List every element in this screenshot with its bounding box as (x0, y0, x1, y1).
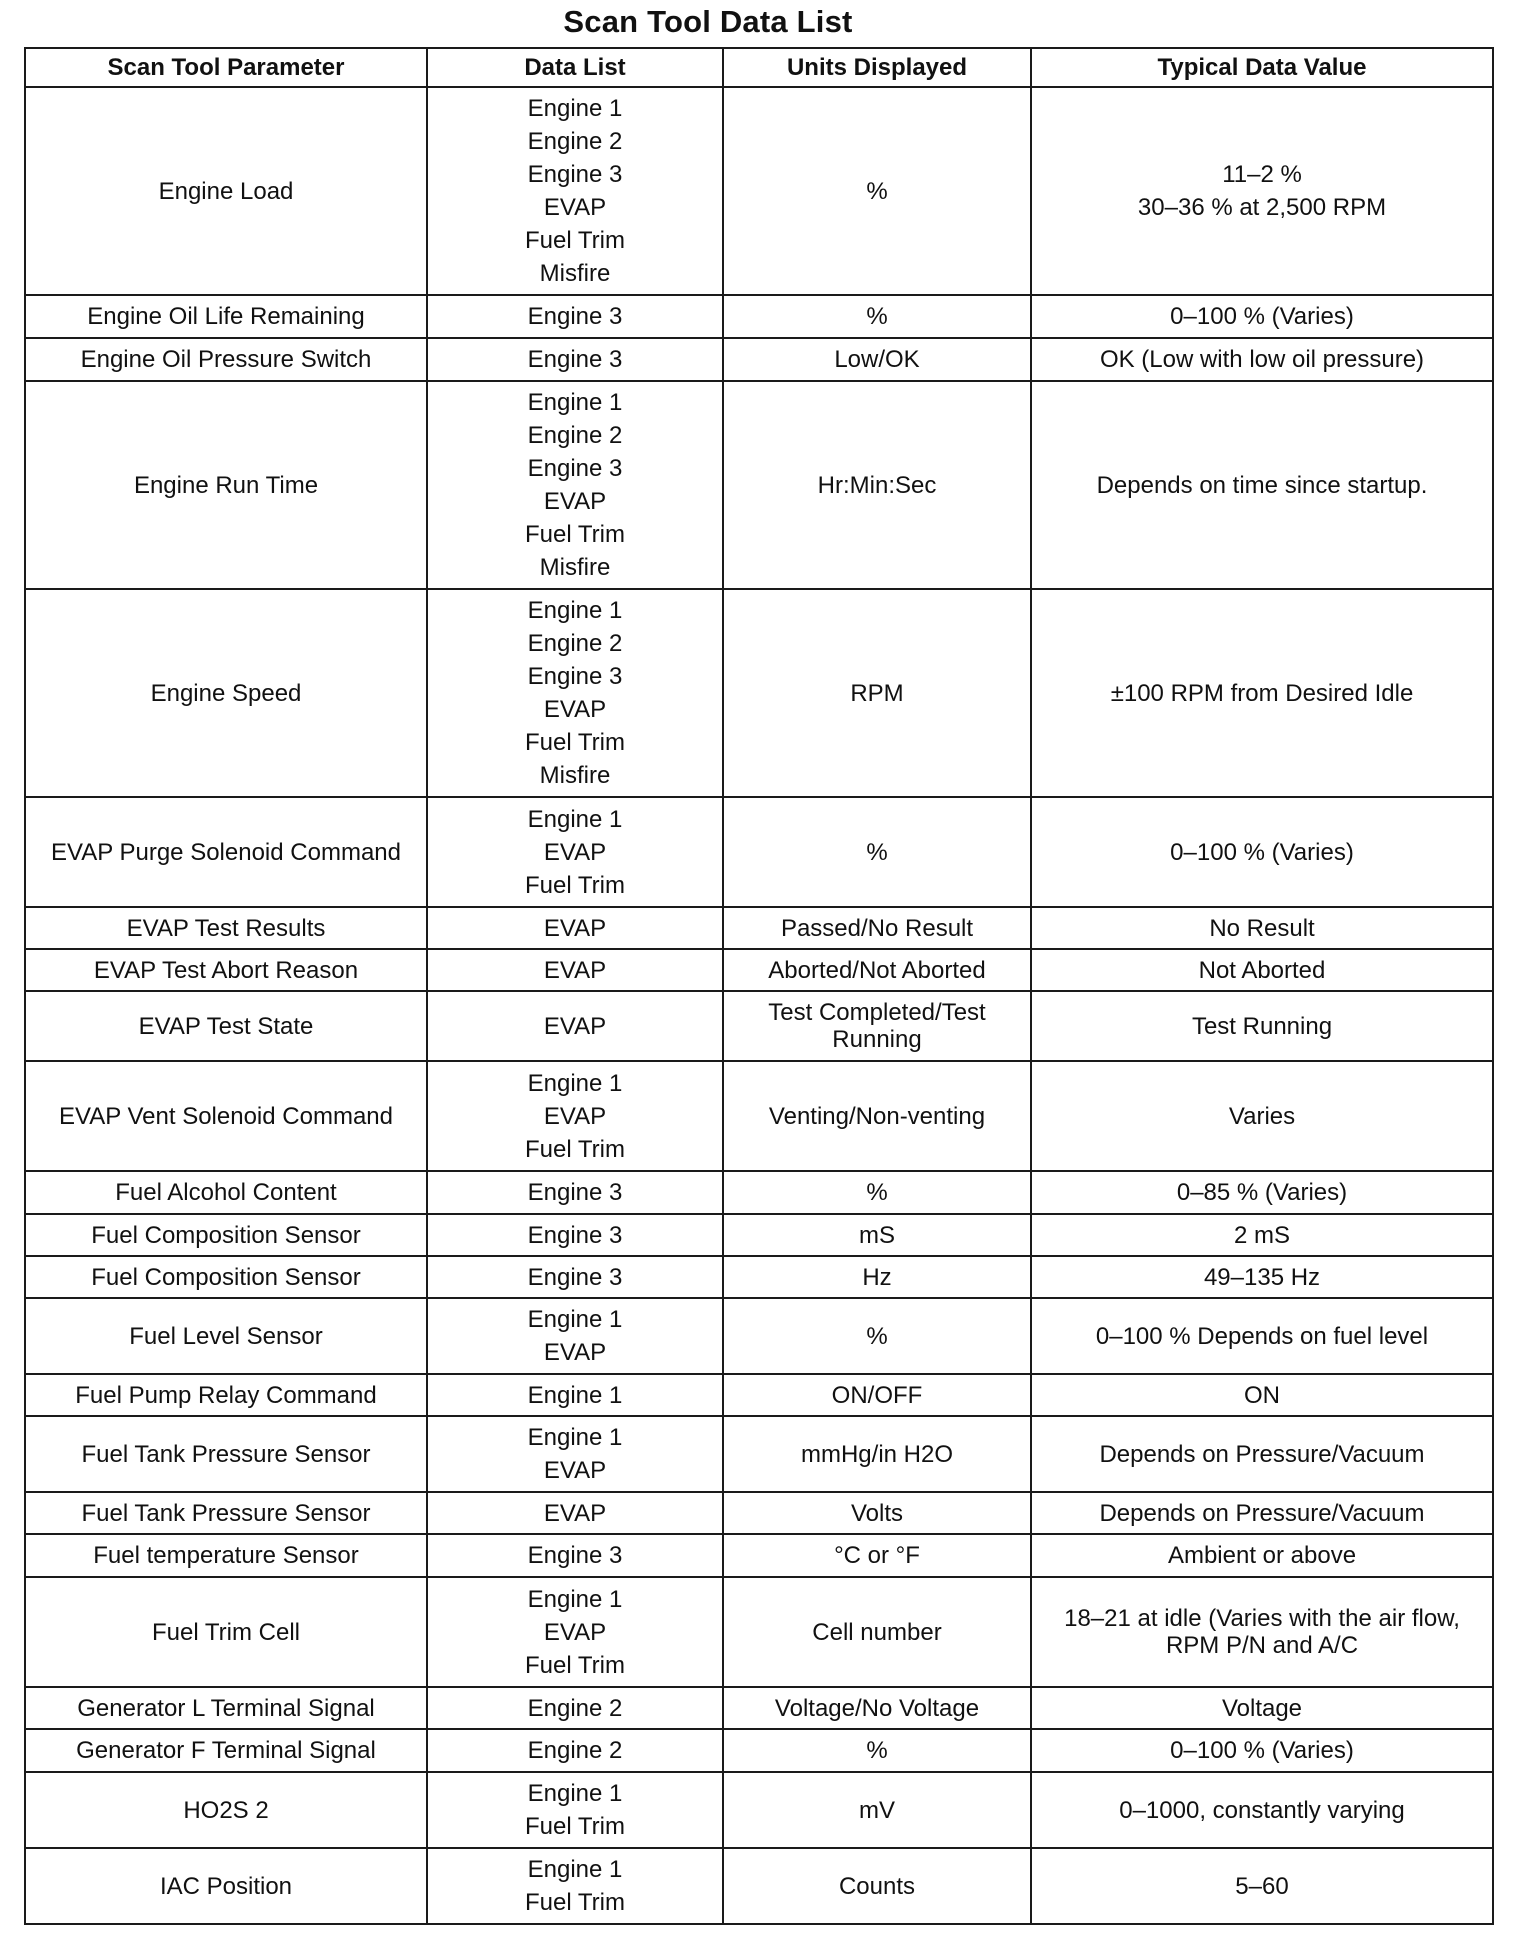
data-list-item: Fuel Trim (524, 1651, 625, 1679)
cell-data-list (427, 338, 723, 381)
data-list-item: Misfire (539, 554, 611, 581)
cell-typical-value (1031, 87, 1493, 295)
cell-parameter: EVAP Test Results (25, 907, 427, 949)
data-list-item: Misfire (539, 260, 611, 287)
cell-units (723, 1534, 1031, 1577)
cell-data-list (427, 1492, 723, 1534)
data-list-item: Engine 3 (527, 1542, 623, 1569)
units-text: Hz (862, 1263, 892, 1291)
data-list-item: Engine 1 (527, 95, 623, 122)
data-list-item: Engine 3 (527, 161, 623, 188)
cell-units (723, 1729, 1031, 1772)
cell-units (723, 338, 1031, 381)
cell-parameter: Fuel Alcohol Content (25, 1171, 427, 1214)
table-row (25, 1729, 1493, 1772)
data-list-item: EVAP (543, 1339, 607, 1366)
cell-data-list (427, 1214, 723, 1256)
units-text: Passed/No Result (780, 914, 974, 942)
cell-typical-value (1031, 295, 1493, 338)
cell-parameter: Generator F Terminal Signal (25, 1729, 427, 1772)
cell-typical-value (1031, 1214, 1493, 1256)
table-row (25, 1848, 1493, 1924)
cell-parameter: Engine Oil Pressure Switch (25, 338, 427, 381)
table-row (25, 907, 1493, 949)
table-row (25, 1687, 1493, 1729)
table-row (25, 1416, 1493, 1492)
data-list-item: Engine 1 (527, 1381, 623, 1409)
data-list-item: EVAP (543, 194, 607, 221)
cell-parameter: EVAP Test State (25, 991, 427, 1061)
typical-value-line: Voltage (1221, 1694, 1303, 1722)
data-list-item: EVAP (543, 914, 607, 942)
cell-parameter: Fuel Composition Sensor (25, 1256, 427, 1298)
data-list-item: Fuel Trim (524, 871, 625, 899)
cell-units (723, 1416, 1031, 1492)
cell-parameter: Fuel temperature Sensor (25, 1534, 427, 1577)
cell-parameter: Fuel Composition Sensor (25, 1214, 427, 1256)
header-parameter: Scan Tool Parameter (25, 48, 427, 87)
table-row (25, 949, 1493, 991)
cell-units (723, 87, 1031, 295)
data-list-item: Engine 3 (527, 455, 623, 482)
header-typical-value: Typical Data Value (1031, 48, 1493, 87)
cell-units (723, 589, 1031, 797)
data-list-item: Engine 2 (527, 1737, 623, 1764)
units-text: Low/OK (834, 346, 920, 373)
data-list-item: EVAP (543, 488, 607, 515)
cell-units (723, 1687, 1031, 1729)
data-list-item: Fuel Trim (524, 1813, 625, 1840)
cell-data-list (427, 295, 723, 338)
units-text: % (866, 1737, 888, 1764)
data-list-item: EVAP (543, 956, 607, 984)
units-text: mS (859, 1221, 895, 1249)
cell-typical-value (1031, 1848, 1493, 1924)
cell-units (723, 949, 1031, 991)
units-text: % (866, 1322, 888, 1350)
data-list-item: EVAP (543, 1457, 607, 1484)
data-list-item: Fuel Trim (524, 227, 625, 254)
table-row (25, 295, 1493, 338)
table-row (25, 1214, 1493, 1256)
typical-value-line: ±100 RPM from Desired Idle (1110, 679, 1414, 707)
data-list-item: EVAP (543, 838, 607, 866)
data-list-item: EVAP (543, 1499, 607, 1527)
table-row (25, 1374, 1493, 1416)
typical-value-line: 0–100 % (Varies) (1170, 838, 1354, 866)
cell-typical-value (1031, 991, 1493, 1061)
cell-units (723, 1298, 1031, 1374)
cell-data-list (427, 1577, 723, 1687)
cell-data-list (427, 1416, 723, 1492)
data-list-item: Engine 3 (527, 663, 623, 690)
units-text: % (866, 1179, 888, 1206)
cell-units (723, 1374, 1031, 1416)
cell-data-list (427, 991, 723, 1061)
units-text: Voltage/No Voltage (774, 1694, 980, 1722)
cell-typical-value (1031, 1061, 1493, 1171)
table-row (25, 1534, 1493, 1577)
cell-typical-value (1031, 338, 1493, 381)
cell-typical-value (1031, 1256, 1493, 1298)
units-text: mmHg/in H2O (800, 1440, 954, 1468)
cell-typical-value (1031, 1492, 1493, 1534)
cell-typical-value (1031, 1729, 1493, 1772)
typical-value-line: No Result (1209, 914, 1315, 942)
data-list-item: Engine 1 (527, 389, 623, 416)
typical-value-line: Depends on Pressure/Vacuum (1099, 1499, 1425, 1527)
table-row (25, 1772, 1493, 1848)
cell-parameter: IAC Position (25, 1848, 427, 1924)
page-title: Scan Tool Data List (563, 4, 853, 39)
units-text: % (866, 838, 888, 866)
cell-typical-value (1031, 1416, 1493, 1492)
cell-parameter: Fuel Level Sensor (25, 1298, 427, 1374)
cell-units (723, 797, 1031, 907)
units-text: Test Completed/Test Running (768, 999, 986, 1053)
data-list-item: Engine 1 (527, 1424, 623, 1451)
data-list-item: Engine 3 (527, 1263, 623, 1291)
table-row (25, 1577, 1493, 1687)
data-list-item: Engine 1 (527, 1856, 623, 1883)
units-text: Venting/Non-venting (768, 1102, 986, 1130)
cell-typical-value (1031, 381, 1493, 589)
cell-parameter: Engine Speed (25, 589, 427, 797)
typical-value-line: 0–100 % (Varies) (1170, 303, 1354, 330)
typical-value-line: 11–2 % (1222, 161, 1302, 188)
table-row (25, 1298, 1493, 1374)
units-text: Aborted/Not Aborted (768, 956, 986, 984)
cell-data-list (427, 1687, 723, 1729)
typical-value-line: Depends on Pressure/Vacuum (1099, 1440, 1425, 1468)
cell-parameter: Engine Oil Life Remaining (25, 295, 427, 338)
typical-value-line: 0–100 % Depends on fuel level (1095, 1322, 1429, 1350)
data-list-item: Fuel Trim (524, 1889, 625, 1916)
typical-value-line: Varies (1228, 1102, 1296, 1130)
typical-value-line: 0–1000, constantly varying (1119, 1796, 1405, 1824)
cell-typical-value (1031, 1772, 1493, 1848)
data-list-item: Engine 3 (527, 346, 623, 373)
cell-units (723, 991, 1031, 1061)
cell-parameter: Fuel Tank Pressure Sensor (25, 1416, 427, 1492)
cell-parameter: Generator L Terminal Signal (25, 1687, 427, 1729)
scan-tool-data-table (24, 47, 1494, 1925)
units-text: % (866, 177, 888, 205)
data-list-item: Engine 3 (527, 303, 623, 330)
cell-data-list (427, 907, 723, 949)
cell-units (723, 1061, 1031, 1171)
data-list-item: Misfire (539, 762, 611, 789)
cell-parameter: Engine Load (25, 87, 427, 295)
cell-parameter: Fuel Trim Cell (25, 1577, 427, 1687)
data-list-item: Engine 3 (527, 1179, 623, 1206)
units-text: Cell number (812, 1618, 942, 1646)
cell-data-list (427, 1061, 723, 1171)
table-row (25, 1061, 1493, 1171)
typical-value-line: 2 mS (1233, 1221, 1290, 1249)
typical-value-line: OK (Low with low oil pressure) (1099, 346, 1425, 373)
cell-units (723, 1256, 1031, 1298)
cell-typical-value (1031, 1687, 1493, 1729)
units-text: °C or °F (834, 1542, 920, 1569)
data-list-item: Engine 2 (527, 630, 623, 657)
data-list-item: Engine 2 (527, 422, 623, 449)
cell-typical-value (1031, 1298, 1493, 1374)
typical-value-line: Depends on time since startup. (1096, 471, 1428, 499)
cell-units (723, 381, 1031, 589)
table-row (25, 1171, 1493, 1214)
cell-parameter: Engine Run Time (25, 381, 427, 589)
cell-parameter: Fuel Tank Pressure Sensor (25, 1492, 427, 1534)
units-text: % (866, 303, 888, 330)
cell-typical-value (1031, 1374, 1493, 1416)
units-text: Volts (850, 1499, 904, 1527)
units-text: mV (859, 1796, 895, 1824)
data-list-item: Engine 1 (527, 1306, 623, 1333)
cell-parameter: EVAP Purge Solenoid Command (25, 797, 427, 907)
cell-data-list (427, 87, 723, 295)
cell-typical-value (1031, 949, 1493, 991)
data-list-item: EVAP (543, 1618, 607, 1646)
cell-typical-value (1031, 1171, 1493, 1214)
cell-parameter: Fuel Pump Relay Command (25, 1374, 427, 1416)
cell-units (723, 1492, 1031, 1534)
cell-typical-value (1031, 797, 1493, 907)
typical-value-line: 49–135 Hz (1203, 1263, 1321, 1291)
data-list-item: Engine 1 (527, 597, 623, 624)
cell-typical-value (1031, 1534, 1493, 1577)
cell-parameter: EVAP Test Abort Reason (25, 949, 427, 991)
cell-data-list (427, 1729, 723, 1772)
data-list-item: Fuel Trim (524, 521, 625, 548)
data-list-item: EVAP (543, 1012, 607, 1040)
table-row (25, 381, 1493, 589)
typical-value-line: 30–36 % at 2,500 RPM (1137, 194, 1387, 221)
cell-data-list (427, 797, 723, 907)
header-units: Units Displayed (723, 48, 1031, 87)
cell-units (723, 1214, 1031, 1256)
cell-units (723, 1577, 1031, 1687)
table-row (25, 991, 1493, 1061)
typical-value-line: RPM P/N and A/C (1165, 1632, 1359, 1659)
typical-value-line: Ambient or above (1167, 1542, 1357, 1569)
data-list-item: Engine 2 (527, 128, 623, 155)
cell-data-list (427, 381, 723, 589)
typical-value-line: 18–21 at idle (Varies with the air flow, (1064, 1605, 1460, 1632)
units-text: Counts (838, 1872, 916, 1900)
cell-typical-value (1031, 1577, 1493, 1687)
units-text: ON/OFF (831, 1381, 923, 1409)
cell-parameter: HO2S 2 (25, 1772, 427, 1848)
table-row (25, 338, 1493, 381)
data-list-item: Engine 2 (527, 1694, 623, 1722)
typical-value-line: Not Aborted (1198, 956, 1326, 984)
cell-data-list (427, 1848, 723, 1924)
typical-value-line: 0–85 % (Varies) (1176, 1179, 1348, 1206)
table-row (25, 797, 1493, 907)
cell-data-list (427, 949, 723, 991)
data-list-item: Engine 1 (527, 1585, 623, 1613)
data-list-item: EVAP (543, 696, 607, 723)
table-row (25, 1492, 1493, 1534)
typical-value-line: 5–60 (1235, 1872, 1289, 1900)
cell-units (723, 1171, 1031, 1214)
cell-parameter: EVAP Vent Solenoid Command (25, 1061, 427, 1171)
cell-data-list (427, 1534, 723, 1577)
cell-data-list (427, 1256, 723, 1298)
data-list-item: Fuel Trim (524, 729, 625, 756)
cell-typical-value (1031, 907, 1493, 949)
table-row (25, 1256, 1493, 1298)
cell-data-list (427, 589, 723, 797)
table-body (25, 87, 1493, 1924)
table-row (25, 87, 1493, 295)
cell-units (723, 295, 1031, 338)
data-list-item: EVAP (543, 1102, 607, 1130)
data-list-item: Engine 1 (527, 1069, 623, 1097)
cell-units (723, 1848, 1031, 1924)
cell-data-list (427, 1374, 723, 1416)
table-row (25, 589, 1493, 797)
data-list-item: Engine 1 (527, 1780, 623, 1807)
cell-data-list (427, 1298, 723, 1374)
cell-data-list (427, 1171, 723, 1214)
cell-typical-value (1031, 589, 1493, 797)
typical-value-line: 0–100 % (Varies) (1170, 1737, 1354, 1764)
cell-units (723, 907, 1031, 949)
data-list-item: Engine 3 (527, 1221, 623, 1249)
units-text: Hr:Min:Sec (817, 471, 937, 499)
typical-value-line: Test Running (1191, 1012, 1333, 1040)
typical-value-line: ON (1244, 1381, 1280, 1409)
header-row (25, 48, 1493, 87)
cell-data-list (427, 1772, 723, 1848)
data-list-item: Fuel Trim (524, 1135, 625, 1163)
header-data-list: Data List (427, 48, 723, 87)
units-text: RPM (850, 679, 904, 707)
data-list-item: Engine 1 (527, 805, 623, 833)
cell-units (723, 1772, 1031, 1848)
